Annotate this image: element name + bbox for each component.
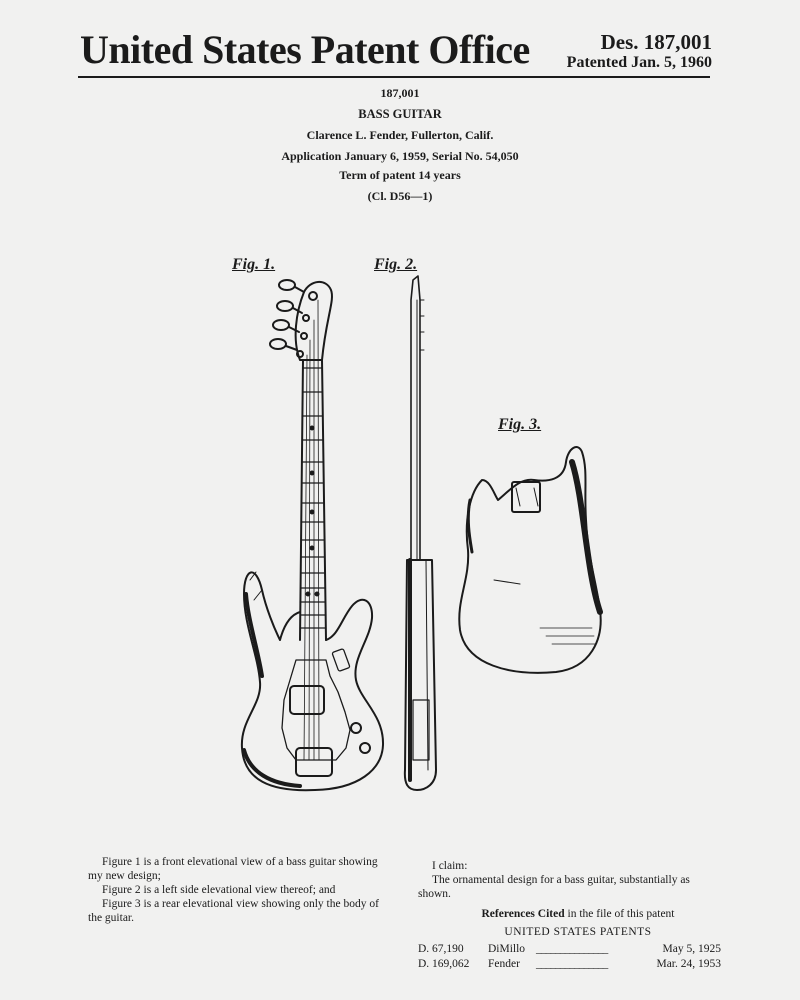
references-heading (418, 908, 738, 920)
fret-dots (306, 426, 320, 597)
reference-date: Mar. 24, 1953 (656, 958, 721, 970)
claim-text: The ornamental design for a bass guitar, substantially as shown. (418, 874, 690, 900)
meta-number: 187,001 (380, 86, 420, 100)
tuning-pegs (270, 280, 304, 350)
figure-3-label: Fig. 3. (498, 416, 542, 433)
meta-application: Application January 6, 1959, Serial No. 54,050 (281, 149, 519, 163)
figure-1-label: Fig. 1. (232, 256, 276, 273)
meta-term: Term of patent 14 years (339, 168, 461, 182)
reference-date: May 5, 1925 (662, 943, 721, 955)
description-line-2: Figure 2 is a left side elevational view thereof; and (102, 884, 336, 896)
figure-2-side-view (405, 276, 436, 790)
reference-name: Fender (488, 958, 520, 970)
claim-section (418, 859, 723, 901)
figure-3-rear-view (459, 447, 600, 673)
figure-descriptions (88, 855, 390, 925)
reference-number: D. 67,190 (418, 943, 464, 955)
office-title: United States Patent Office (80, 27, 530, 72)
figure-1-front-view (242, 280, 383, 790)
reference-leader: _______________ (536, 958, 608, 970)
description-line-3: Figure 3 is a rear elevational view showing only the body of the guitar. (88, 898, 379, 924)
figure-2-label: Fig. 2. (374, 256, 418, 273)
reference-number: D. 169,062 (418, 958, 470, 970)
strings (304, 300, 319, 760)
description-line-1: Figure 1 is a front elevational view of a bass guitar showing my new design; (88, 856, 378, 882)
meta-title: BASS GUITAR (358, 107, 442, 121)
patent-number: Des. 187,001 (600, 30, 712, 54)
bass-body (242, 572, 383, 790)
patented-date: Patented Jan. 5, 1960 (566, 54, 712, 71)
meta-class: (Cl. D56—1) (367, 189, 433, 203)
reference-leader: _______________ (536, 943, 608, 955)
reference-name: DiMillo (488, 943, 526, 955)
references-heading-bold: References Cited (481, 908, 565, 920)
pickguard (282, 660, 350, 760)
claim-heading: I claim: (432, 860, 468, 872)
meta-inventor: Clarence L. Fender, Fullerton, Calif. (306, 128, 494, 142)
references-subheading: UNITED STATES PATENTS (504, 926, 652, 938)
neck (300, 360, 326, 640)
references-heading-rest: in the file of this patent (564, 908, 675, 920)
